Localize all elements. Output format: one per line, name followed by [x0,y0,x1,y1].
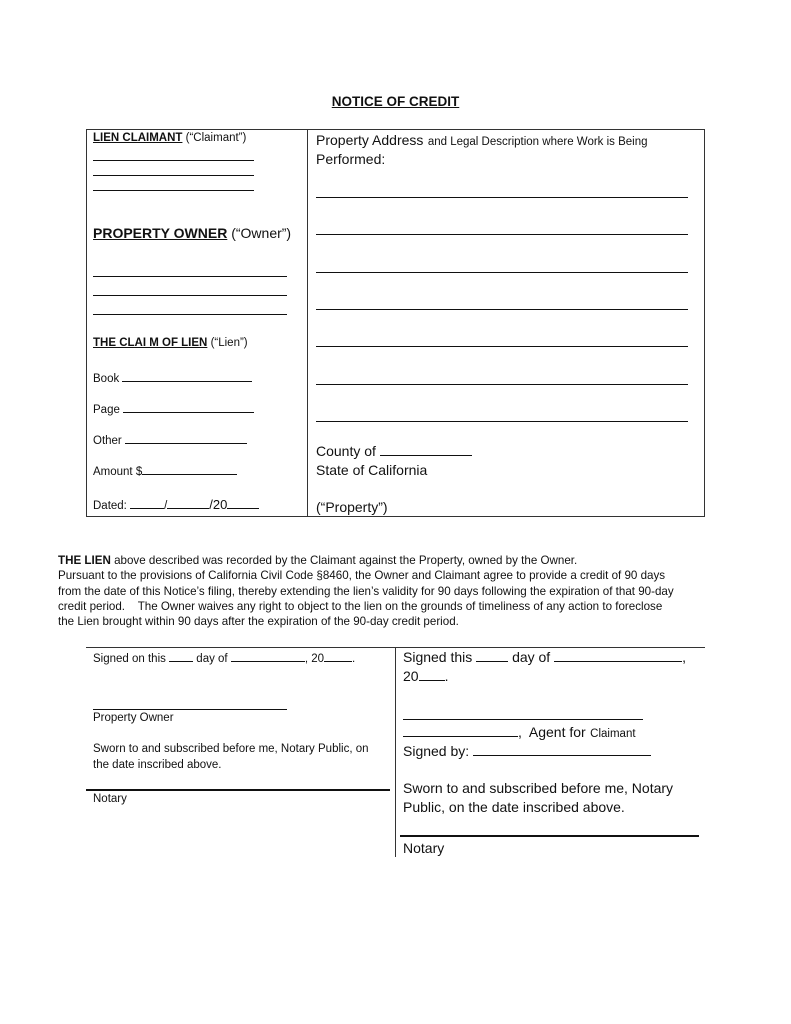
left-notary-label: Notary [93,793,127,805]
dated-row [93,497,259,512]
lien-paragraph [58,553,738,629]
dated-label: Dated: [93,500,127,512]
property-owner-signature-line[interactable] [93,709,287,710]
other-label: Other [93,435,122,447]
lien-claimant-label [93,132,246,144]
right-year-field[interactable] [419,670,445,681]
left-sworn-line-2: the date inscribed above. [93,759,222,771]
right-day-field[interactable] [476,651,508,662]
dated-slash: / [164,500,168,512]
left-notary-line[interactable] [86,789,390,791]
right-period: . [444,668,449,684]
right-sworn-line-1: Sworn to and subscribed before me, Notary [403,780,674,796]
county-row [316,443,472,459]
dated-month-field[interactable] [130,498,164,509]
claimant-line-2[interactable] [93,175,254,176]
left-month-field[interactable] [231,651,305,662]
agent-row [403,724,636,742]
dated-year-field[interactable] [227,498,259,509]
property-owner-label [93,225,291,241]
book-label: Book [93,373,120,385]
left-sworn-line-1: Sworn to and subscribed before me, Notary Public, on [93,743,369,755]
amount-row [93,464,237,478]
claimant-line-3[interactable] [93,190,254,191]
book-field[interactable] [122,371,252,382]
other-row [93,433,247,447]
left-signed-on-row [93,651,355,665]
address-line-2[interactable] [316,234,688,235]
claim-of-lien-label [93,337,248,349]
paragraph-line-1: above described was recorded by the Claimant against the Property, owned by the Owner. [114,554,578,567]
paragraph-line-3: from the date of this Notice’s filing, thereby extending the lien’s validity for 90 days following the expiration of that 90-day [58,584,674,598]
left-signed-on-label: Signed on this [93,653,166,665]
amount-field[interactable] [142,464,237,475]
amount-label: Amount $ [93,466,143,478]
signed-by-row [403,743,651,759]
address-line-5[interactable] [316,346,688,347]
left-period: . [352,653,356,665]
signed-by-field[interactable] [473,744,651,756]
right-sworn-line-2: Public, on the date inscribed above. [403,799,625,815]
left-day-field[interactable] [169,651,193,662]
page-field[interactable] [123,402,254,413]
agent-claimant-label: Claimant [590,728,636,740]
owner-line-2[interactable] [93,295,287,296]
address-line-7[interactable] [316,421,688,422]
signature-divider [395,647,396,857]
right-comma: , [682,649,686,665]
dated-year-prefix: /20 [209,497,228,512]
owner-line-3[interactable] [93,314,287,315]
paragraph-line-2: Pursuant to the provisions of California Civil Code §8460, the Owner and Claimant agree to provide a credit of 90 days [58,569,666,583]
address-line-6[interactable] [316,384,688,385]
paragraph-line-4: credit period. The Owner waives any right to object to the lien on the grounds of timeliness of any action to foreclose [58,599,663,613]
claim-of-lien-heading: THE CLAI M OF LIEN [93,337,208,349]
paragraph-line-5: the Lien brought within 90 days after the expiration of the 90-day credit period. [58,615,459,629]
performed-label: Performed: [316,151,386,167]
right-year-row [403,668,448,684]
book-row [93,371,252,385]
address-line-4[interactable] [316,309,688,310]
owner-line-1[interactable] [93,276,287,277]
signed-by-label: Signed by: [403,743,470,759]
right-notary-line[interactable] [400,835,699,837]
property-owner-signature-label: Property Owner [93,712,174,724]
property-alias: (“Property”) [316,499,388,515]
lien-claimant-alias: (“Claimant”) [185,132,247,144]
dated-day-field[interactable] [167,498,209,509]
page-row [93,402,254,416]
property-owner-heading: PROPERTY OWNER [93,225,228,241]
claimant-line-1[interactable] [93,160,254,161]
right-month-field[interactable] [554,651,682,662]
left-day-of-label: day of [196,653,228,665]
left-year-prefix: , 20 [304,653,325,665]
agent-signature-line[interactable] [403,719,643,720]
agent-for-label: , Agent for [518,724,586,740]
agent-name-field[interactable] [403,726,518,737]
right-signed-this-label: Signed this [403,649,473,665]
county-label: County of [316,443,376,459]
document-title: NOTICE OF CREDIT [331,94,460,109]
state-label: State of California [316,462,428,478]
county-field[interactable] [380,444,472,456]
property-address-label [316,132,648,150]
page-label: Page [93,404,120,416]
address-line-1[interactable] [316,197,688,198]
right-year-prefix: 20 [403,668,419,684]
property-owner-alias: (“Owner”) [231,225,292,241]
claim-of-lien-alias: (“Lien”) [210,337,248,349]
lien-claimant-heading: LIEN CLAIMANT [93,132,183,144]
right-signed-this-row [403,649,686,665]
left-year-field[interactable] [324,651,352,662]
box-column-divider [307,129,308,517]
lien-bold: THE LIEN [58,554,111,567]
right-day-of-label: day of [512,649,551,665]
right-notary-label: Notary [403,840,445,856]
other-field[interactable] [125,433,247,444]
property-address-small: and Legal Description where Work is Being [427,136,648,148]
property-address-large: Property Address [316,132,424,148]
address-line-3[interactable] [316,272,688,273]
